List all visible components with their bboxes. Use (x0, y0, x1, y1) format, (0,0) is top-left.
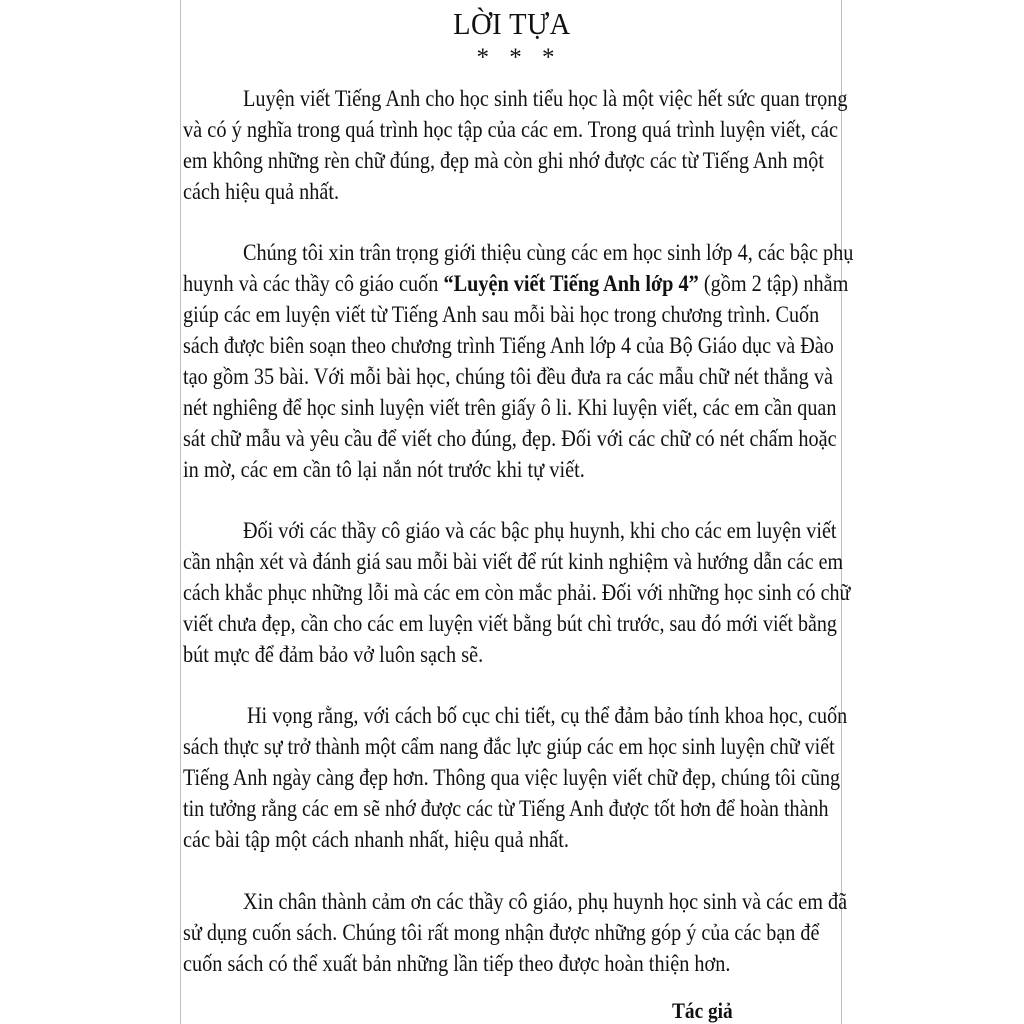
book-title: “Luyện viết Tiếng Anh lớp 4” (443, 271, 699, 297)
paragraph-3-line-2: cần nhận xét và đánh giá sau mỗi bài viết để rút kinh nghiệm và hướng dẫn các em (183, 549, 843, 575)
paragraph-5-line-2: sử dụng cuốn sách. Chúng tôi rất mong nhận được những góp ý của các bạn để (183, 920, 820, 946)
title-ornament: * * * (476, 44, 562, 71)
paragraph-1-line-2: và có ý nghĩa trong quá trình học tập của các em. Trong quá trình luyện viết, các (183, 117, 839, 143)
paragraph-1-line-3: em không những rèn chữ đúng, đẹp mà còn ghi nhớ được các từ Tiếng Anh một (183, 148, 824, 174)
paragraph-2-line-5: tạo gồm 35 bài. Với mỗi bài học, chúng tôi đều đưa ra các mẫu chữ nét thẳng và (183, 364, 833, 390)
paragraph-2-line-2-start: huynh và các thầy cô giáo cuốn (183, 271, 439, 297)
paragraph-5-line-1: Xin chân thành cảm ơn các thầy cô giáo, phụ huynh học sinh và các em đã (243, 889, 848, 915)
paragraph-2-line-2 (183, 271, 848, 297)
paragraph-4-line-2: sách thực sự trở thành một cẩm nang đắc lực giúp các em học sinh luyện chữ viết (183, 734, 835, 760)
paragraph-3-line-5: bút mực để đảm bảo vở luôn sạch sẽ. (183, 642, 484, 668)
paragraph-5-line-3: cuốn sách có thể xuất bản những lần tiếp theo được hoàn thiện hơn. (183, 951, 731, 977)
paragraph-2-line-1: Chúng tôi xin trân trọng giới thiệu cùng các em học sinh lớp 4, các bậc phụ (243, 240, 854, 266)
paragraph-2-line-7: sát chữ mẫu và yêu cầu để viết cho đúng, đẹp. Đối với các chữ có nét chấm hoặc (183, 426, 837, 452)
paragraph-1-line-1: Luyện viết Tiếng Anh cho học sinh tiểu học là một việc hết sức quan trọng (243, 86, 848, 112)
paragraph-2-line-4: sách được biên soạn theo chương trình Tiếng Anh lớp 4 của Bộ Giáo dục và Đào (183, 333, 834, 359)
paragraph-3-line-1: Đối với các thầy cô giáo và các bậc phụ huynh, khi cho các em luyện viết (243, 518, 837, 544)
paragraph-1-line-4: cách hiệu quả nhất. (183, 179, 339, 205)
paragraph-3-line-3: cách khắc phục những lỗi mà các em còn mắc phải. Đối với những học sinh có chữ (183, 580, 851, 606)
signature: Tác giả (672, 998, 733, 1023)
paragraph-2-line-6: nét nghiêng để học sinh luyện viết trên giấy ô li. Khi luyện viết, các em cần quan (183, 395, 837, 421)
paragraph-2-line-2-end: (gồm 2 tập) nhằm (703, 271, 849, 297)
paragraph-2-line-3: giúp các em luyện viết từ Tiếng Anh sau mỗi bài học trong chương trình. Cuốn (183, 302, 820, 328)
paragraph-4-line-3: Tiếng Anh ngày càng đẹp hơn. Thông qua việc luyện viết chữ đẹp, chúng tôi cũng (183, 765, 841, 791)
paragraph-4-line-5: các bài tập một cách nhanh nhất, hiệu quả nhất. (183, 827, 569, 853)
paragraph-2-line-8: in mờ, các em cần tô lại nắn nót trước khi tự viết. (183, 457, 585, 483)
paragraph-4-line-1: Hi vọng rằng, với cách bố cục chi tiết, cụ thể đảm bảo tính khoa học, cuốn (247, 703, 848, 729)
paragraph-3-line-4: viết chưa đẹp, cần cho các em luyện viết bằng bút chì trước, sau đó mới viết bằng (183, 611, 837, 637)
page-title: LỜI TỰA (453, 6, 571, 41)
paragraph-4-line-4: tin tưởng rằng các em sẽ nhớ được các từ Tiếng Anh được tốt hơn để hoàn thành (183, 796, 829, 822)
